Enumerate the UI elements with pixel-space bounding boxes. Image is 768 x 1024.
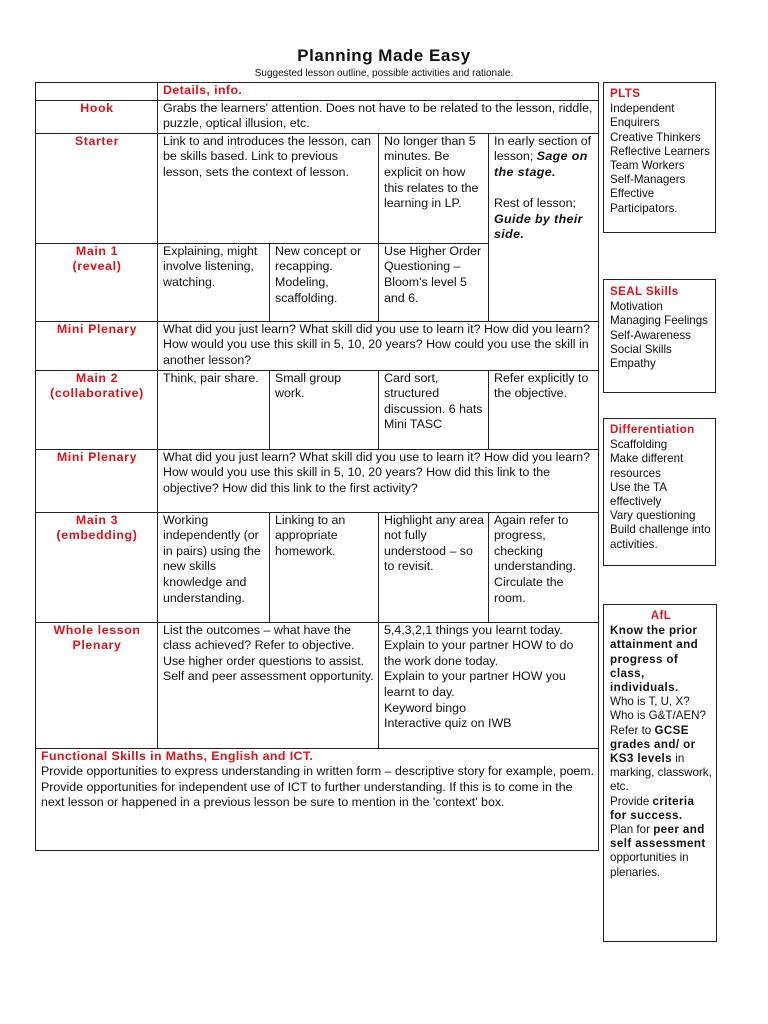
- starter-early: In early section of lesson;: [494, 133, 592, 164]
- plenary2-text: What did you just learn? What skill did you use to learn it? How did you learn? How would you use this skill in 5, 10, 20 years? How did this link to the objective? How did this link to the first activity?: [158, 449, 599, 512]
- plenary1-text: What did you just learn? What skill did you use to learn it? How did you learn? How would you use this skill in 5, 10, 20 years? How could you use the skill in another lesson?: [158, 321, 599, 370]
- main1-cell-1: Explaining, might involve listening, watching.: [158, 243, 270, 321]
- main2-cell-4: Refer explicitly to the objective.: [489, 370, 599, 449]
- afl-plan: [610, 823, 712, 880]
- afl-plan-lead: Plan for: [610, 823, 654, 837]
- header-blank-cell: [36, 83, 158, 101]
- table-row-whole-plenary: [36, 622, 599, 748]
- afl-refer-tail: in marking, classwork, etc.: [610, 752, 712, 794]
- row-label-plenary1: Mini Plenary: [36, 321, 158, 370]
- main1-cell-3: Use Higher Order Questioning – Bloom's level 5 and 6.: [379, 243, 489, 321]
- plts-item: Creative Thinkers: [610, 130, 701, 144]
- main2-sublabel: (collaborative): [50, 386, 144, 401]
- plts-item: Self-Managers: [610, 173, 686, 187]
- functional-heading: Functional Skills in Maths, English and ICT.: [41, 748, 314, 763]
- row-label-plenary2: Mini Plenary: [36, 449, 158, 512]
- main3-cell-3: Highlight any area not fully understood – so to revisit.: [379, 512, 489, 622]
- whole-cell-2: [379, 622, 599, 748]
- main1-cell-2: New concept or recapping. Modeling, scaffolding.: [270, 243, 379, 321]
- whole-item-2: Explain to your partner HOW to do the work done today.: [384, 638, 574, 668]
- row-label-hook: Hook: [36, 100, 158, 133]
- whole-label: Whole lesson: [53, 622, 141, 637]
- page-title: Planning Made Easy: [297, 46, 471, 65]
- main1-label: Main 1: [75, 243, 119, 258]
- seal-title: SEAL Skills: [610, 285, 679, 298]
- afl-refer-lead: Refer to: [610, 723, 655, 737]
- whole-item-4: Keyword bingo: [384, 700, 466, 715]
- whole-sublabel: Plenary: [72, 638, 122, 653]
- seal-item: Motivation: [610, 300, 663, 314]
- afl-title: AfL: [650, 609, 672, 622]
- seal-item: Self-Awareness: [610, 328, 691, 342]
- whole-cell-1: List the outcomes – what have the class achieved? Refer to objective. Use higher order questions to assist. Self and peer assessment opportunity.: [158, 622, 379, 748]
- seal-item: Managing Feelings: [610, 314, 708, 328]
- afl-provide-lead: Provide: [610, 794, 653, 808]
- details-header: Details, info.: [158, 83, 599, 101]
- row-label-main2: [36, 370, 158, 449]
- differentiation-item: Use the TA effectively: [610, 480, 667, 509]
- starter-cell-2: No longer than 5 minutes. Be explicit on how this relates to the learning in LP.: [379, 133, 489, 243]
- main3-label: Main 3: [75, 512, 119, 527]
- row-label-main3: [36, 512, 158, 622]
- sage-on-stage: Sage on the stage.: [494, 149, 588, 179]
- table-row-hook: [36, 100, 599, 133]
- afl-who-is: Who is T, U, X? Who is G&T/AEN?: [610, 695, 706, 723]
- plts-box: [603, 82, 716, 233]
- plts-item: Team Workers: [610, 159, 685, 173]
- table-row-functional: [36, 748, 599, 850]
- afl-peer-self: peer and self assessment: [610, 823, 706, 851]
- whole-item-5: Interactive quiz on IWB: [384, 716, 512, 731]
- guide-by-side: Guide by their side.: [494, 211, 583, 242]
- table-row-main2: [36, 370, 599, 449]
- table-row-main3: [36, 512, 599, 622]
- plts-item: Effective Participators.: [610, 187, 678, 215]
- seal-box: [603, 279, 716, 393]
- main2-cell-3: Card sort, structured discussion. 6 hats Mini TASC: [379, 370, 489, 449]
- differentiation-item: Vary questioning: [610, 509, 696, 523]
- functional-skills-cell: [36, 748, 599, 850]
- whole-item-3: Explain to your partner HOW you learnt to day.: [384, 669, 566, 699]
- plts-item: Independent Enquirers: [610, 102, 675, 130]
- plts-item: Reflective Learners: [610, 144, 710, 158]
- afl-plan-tail: opportunities in plenaries.: [610, 851, 689, 879]
- row-label-starter: Starter: [36, 133, 158, 243]
- afl-box: [603, 604, 717, 942]
- main2-label: Main 2: [75, 370, 119, 385]
- starter-cell-1: Link to and introduces the lesson, can be skills based. Link to previous lesson, sets the context of lesson.: [158, 133, 379, 243]
- differentiation-box: [603, 418, 716, 566]
- plts-title: PLTS: [610, 87, 641, 100]
- table-header-row: [36, 83, 599, 101]
- afl-prior-attainment: Know the prior attainment and progress of class, individuals.: [610, 624, 699, 695]
- afl-provide: [610, 795, 712, 823]
- hook-text: Grabs the learners' attention. Does not have to be related to the lesson, riddle, puzzle, optical illusion, etc.: [158, 100, 599, 133]
- row-label-whole-plenary: [36, 622, 158, 748]
- differentiation-item: Make different resources: [610, 452, 684, 480]
- afl-refer: [610, 724, 712, 795]
- main3-cell-4: Again refer to progress, checking understanding. Circulate the room.: [489, 512, 599, 622]
- functional-text: Provide opportunities to express understanding in written form – descriptive story for example, poem. Provide opportunities for independent use of ICT to further understanding. If this is to come in the next lesson or happened in a previous lesson be sure to mention in the 'context' box.: [41, 764, 595, 810]
- main2-cell-1: Think, pair share.: [158, 370, 270, 449]
- main3-sublabel: (embedding): [56, 528, 138, 543]
- seal-item: Social Skills: [610, 342, 672, 356]
- differentiation-item: Scaffolding: [610, 438, 668, 452]
- row-label-main1: [36, 243, 158, 321]
- table-row-plenary2: [36, 449, 599, 512]
- afl-criteria: criteria for success.: [610, 794, 695, 822]
- differentiation-item: Build challenge into activities.: [610, 523, 711, 551]
- table-row-starter: [36, 133, 599, 243]
- seal-item: Empathy: [610, 357, 656, 371]
- table-row-plenary1: [36, 321, 599, 370]
- afl-gcse-grades: GCSE grades and/ or KS3 levels: [610, 723, 696, 766]
- main1-sublabel: (reveal): [72, 259, 122, 274]
- whole-item-1: 5,4,3,2,1 things you learnt today.: [384, 622, 563, 637]
- main3-cell-1: Working independently (or in pairs) using the new skills knowledge and understanding.: [158, 512, 270, 622]
- differentiation-title: Differentiation: [610, 423, 695, 436]
- main3-cell-2: Linking to an appropriate homework.: [270, 512, 379, 622]
- starter-cell-3: [489, 133, 599, 321]
- lesson-plan-table: [35, 82, 599, 851]
- main2-cell-2: Small group work.: [270, 370, 379, 449]
- page-subtitle: Suggested lesson outline, possible activities and rationale.: [254, 68, 514, 79]
- starter-rest: Rest of lesson;: [494, 196, 576, 211]
